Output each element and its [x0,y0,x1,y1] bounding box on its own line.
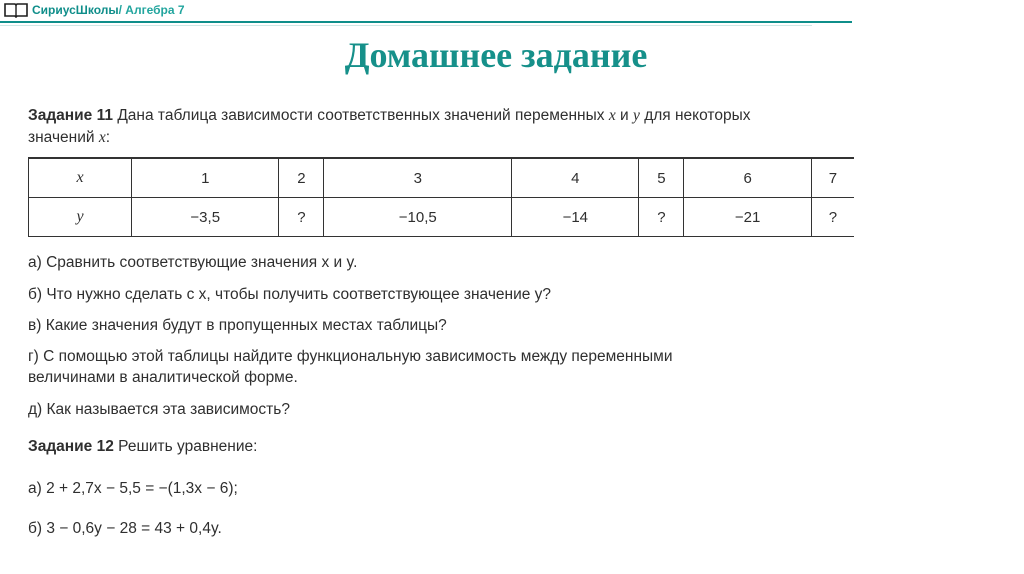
task12-label: Задание 12 [28,438,114,455]
x-cell: 5 [639,158,684,198]
x-cell: 3 [324,158,512,198]
question-b: б) Что нужно сделать с x, чтобы получить соответствующее значение y? [28,286,552,303]
task11-heading-line2 [28,128,110,148]
page-title: Домашнее задание [344,35,648,75]
x-cell: 1 [132,158,279,198]
equation-a: а) 2 + 2,7x − 5,5 = −(1,3x − 6); [28,480,238,497]
y-cell: −21 [684,198,811,237]
y-cell: ? [639,198,684,237]
task11-line2-prefix: значений [28,129,95,146]
question-g-line2: величинами в аналитической форме. [28,369,298,386]
brand-course: / Алгебра 7 [118,3,185,17]
y-cell: −3,5 [132,198,279,237]
question-d: д) Как называется эта зависимость? [28,401,290,418]
question-a: а) Сравнить соответствующие значения x и y. [28,254,358,271]
brand-main: СириусШколы [32,3,119,17]
values-table [28,157,854,237]
header-rule-thin [0,25,812,26]
row-label-y: y [29,198,132,237]
task11-line2-suffix: : [105,129,111,146]
header-rule [0,21,852,23]
task12-text: Решить уравнение: [118,438,258,455]
task11-line2-var: x [98,129,106,146]
y-cell: −10,5 [324,198,512,237]
open-book-icon [4,2,28,18]
task11-var-y: y [633,107,640,124]
task11-label: Задание 11 [28,107,113,124]
x-cell: 6 [684,158,811,198]
brand [32,3,185,17]
y-cell: ? [279,198,324,237]
equation-b: б) 3 − 0,6y − 28 = 43 + 0,4y. [28,520,222,537]
x-cell: 7 [811,158,854,198]
task11-and: и [620,107,629,124]
task11-text-1: Дана таблица зависимости соответственных значений переменных [117,107,605,124]
task11-heading [28,106,858,126]
task11-var-x: x [608,107,616,124]
x-cell: 4 [512,158,639,198]
header [4,0,185,20]
task11-text-2: для некоторых [644,107,751,124]
x-cell: 2 [279,158,324,198]
question-v: в) Какие значения будут в пропущенных местах таблицы? [28,317,447,334]
y-cell: ? [811,198,854,237]
table-row-x [29,158,855,198]
row-label-x: x [29,158,132,198]
y-cell: −14 [512,198,639,237]
table-row-y [29,198,855,237]
task12-heading [28,436,257,457]
question-g-line1: г) С помощью этой таблицы найдите функциональную зависимость между переменными [28,348,673,365]
